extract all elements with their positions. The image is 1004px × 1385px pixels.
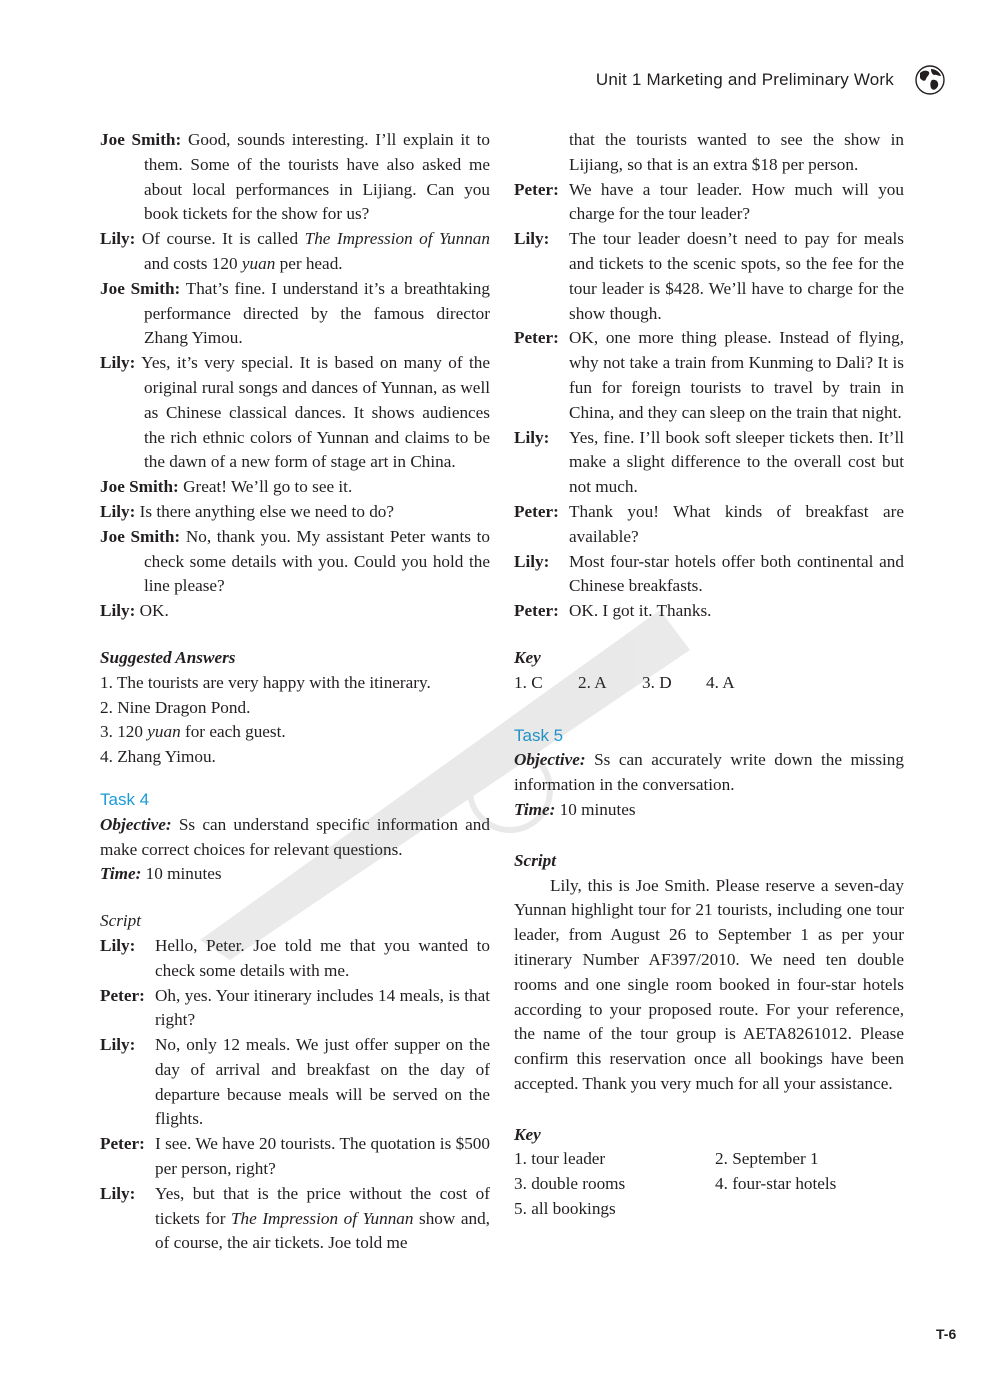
key-answer: 3. double rooms (514, 1174, 626, 1194)
key-heading-task4: Key (514, 647, 541, 667)
key-answers-task5 (514, 1147, 904, 1221)
speech-text: The tour leader doesn’t need to pay for meals and tickets to the scenic spots, so the fee for the tour leader is $428. We’ll have to charge for the show though. (569, 229, 904, 323)
task5-time: Time: 10 minutes (514, 799, 636, 819)
speaker-name: Lily: (100, 229, 136, 249)
dialogue-turn (100, 599, 490, 624)
left-column (100, 128, 490, 1256)
suggested-answers-heading: Suggested Answers (100, 647, 236, 667)
speaker-name: Peter: (514, 179, 559, 199)
dialogue-turn (100, 934, 490, 984)
dialogue-turn (514, 599, 904, 624)
list-item: 4. Zhang Yimou. (100, 747, 216, 767)
key-answer: 1. C (514, 672, 543, 692)
speech-text: Hello, Peter. Joe told me that you wanted to check some details with me. (155, 935, 490, 980)
dialogue-turn (100, 500, 490, 525)
speech-text: Yes, fine. I’ll book soft sleeper tickets then. It’ll make a slight difference to the overall cost but not much. (569, 427, 904, 497)
speech-text: OK. (139, 601, 169, 621)
list-item: 1. The tourists are very happy with the itinerary. (100, 672, 431, 692)
speech-text: Thank you! What kinds of breakfast are available? (569, 501, 904, 546)
key-answer: 1. tour leader (514, 1149, 606, 1169)
running-header: Unit 1 Marketing and Preliminary Work (595, 70, 894, 89)
speech-text: Good, sounds interesting. I’ll explain it to them. Some of the tourists have also asked me about local performances in Lijiang. Can you book tickets for the show for us? (144, 130, 490, 224)
dialogue-turn (514, 227, 904, 326)
speaker-name: Lily: (100, 501, 136, 521)
key-answer: 4. four-star hotels (715, 1174, 837, 1194)
speaker-name: Peter: (514, 601, 559, 621)
dialogue-joe-lily (100, 128, 490, 624)
dialogue-turn (100, 1182, 490, 1256)
dialogue-turn (100, 227, 490, 277)
key-answer: 5. all bookings (514, 1199, 616, 1219)
suggested-answers-list (100, 671, 490, 770)
speaker-name: Joe Smith: (100, 526, 181, 546)
speech-text: OK, one more thing please. Instead of flying, why not take a train from Kunming to Dali? It is fun for foreign tourists to travel by train in China, and they can sleep on the train that night. (569, 328, 904, 422)
task4-title: Task 4 (100, 789, 150, 809)
speech-text: OK. I got it. Thanks. (569, 601, 712, 621)
task4-script-heading: Script (100, 911, 142, 931)
dialogue-lily-peter (100, 934, 490, 1256)
dialogue-turn (514, 426, 904, 500)
speaker-name: Joe Smith: (100, 278, 181, 298)
speaker-name: Joe Smith: (100, 130, 182, 149)
speaker-name: Peter: (100, 1134, 145, 1154)
dialogue-turn (100, 1033, 490, 1132)
speaker-name: Lily: (100, 601, 136, 621)
dialogue-turn (100, 984, 490, 1034)
speaker-name: Peter: (514, 501, 559, 521)
dialogue-turn (100, 475, 490, 500)
list-item: 2. Nine Dragon Pond. (100, 697, 251, 717)
speech-text: No, only 12 meals. We just offer supper on the day of arrival and breakfast on the day of departure because meals will be served on the flights. (155, 1035, 490, 1129)
page-number: T-6 (936, 1326, 957, 1342)
speaker-name: Peter: (100, 985, 145, 1005)
speech-text: Of course. It is called The Impression of Yunnan and costs 120 yuan per head. (141, 229, 490, 273)
key-answer: 4. A (706, 672, 735, 692)
key-answer: 2. A (578, 672, 607, 692)
task4-time: Time: 10 minutes (100, 864, 222, 884)
speech-text: That’s fine. I understand it’s a breathtaking performance directed by the famous director Zhang Yimou. (144, 278, 490, 348)
speech-text: Yes, but that is the price without the cost of tickets for The Impression of Yunnan show and, of course, the air tickets. Joe told me (155, 1183, 490, 1253)
right-column (514, 128, 904, 1222)
speech-text: No, thank you. My assistant Peter wants to check some details with you. Could you hold the line please? (144, 526, 490, 596)
speaker-name: Lily: (100, 1035, 136, 1055)
dialogue-turn (100, 525, 490, 599)
task5-script-text: Lily, this is Joe Smith. Please reserve a seven-day Yunnan highlight tour for 21 tourists, including one tour leader, from August 26 to September 1 as per your itinerary Number AF397/2010. We need ten double rooms and one single room booked in four-star hotels according to your proposed route. For your reference, the name of the tour group is AETA8261012. Please confirm this reservation once all bookings have been accepted. Thank you very much for all your assistance. (514, 875, 904, 1093)
speech-text: Is there anything else we need to do? (139, 501, 395, 521)
task5-title: Task 5 (514, 725, 564, 745)
speech-text: I see. We have 20 tourists. The quotation is $500 per person, right? (155, 1134, 490, 1179)
key-answer: 2. September 1 (715, 1149, 819, 1169)
speech-text: Most four-star hotels offer both continental and Chinese breakfasts. (569, 551, 904, 596)
speaker-name: Lily: (100, 935, 136, 955)
speaker-name: Lily: (514, 427, 550, 447)
dialogue-turn (514, 326, 904, 425)
speech-text: Great! We’ll go to see it. (183, 477, 353, 497)
key-answers-task4 (514, 671, 904, 696)
dialogue-continuation: that the tourists wanted to see the show in Lijiang, so that is an extra $18 per person. (569, 130, 904, 174)
dialogue-turn (100, 1132, 490, 1182)
speaker-name: Lily: (514, 551, 550, 571)
speaker-name: Lily: (514, 229, 550, 249)
dialogue-turn (100, 351, 490, 475)
task5-script-heading: Script (514, 850, 557, 870)
dialogue-turn (514, 178, 904, 228)
list-item: 3. 120 yuan for each guest. (100, 722, 286, 742)
dialogue-turn (514, 550, 904, 600)
dialogue-turn (100, 277, 490, 351)
speaker-name: Joe Smith: (100, 477, 179, 497)
key-heading-task5: Key (514, 1124, 541, 1144)
task5-objective: Objective: Ss can accurately write down the missing information in the conversation. (514, 750, 904, 795)
key-answer: 3. D (642, 672, 672, 692)
dialogue-peter-lily (514, 178, 904, 624)
speech-text: We have a tour leader. How much will you charge for the tour leader? (569, 179, 904, 224)
task4-objective: Objective: Ss can understand specific information and make correct choices for relevant questions. (100, 814, 490, 859)
speaker-name: Peter: (514, 328, 559, 348)
dialogue-turn (514, 500, 904, 550)
globe-icon (914, 64, 946, 96)
speech-text: Yes, it’s very special. It is based on many of the original rural songs and dances of Yunnan, as well as Chinese classical dances. It shows audiences the rich ethnic colors of Yunnan and claims to be the dawn of a new form of stage art in China. (141, 353, 490, 472)
speaker-name: Lily: (100, 353, 136, 373)
speaker-name: Lily: (100, 1183, 136, 1203)
speech-text: Oh, yes. Your itinerary includes 14 meals, is that right? (155, 985, 490, 1030)
dialogue-turn (100, 128, 490, 227)
